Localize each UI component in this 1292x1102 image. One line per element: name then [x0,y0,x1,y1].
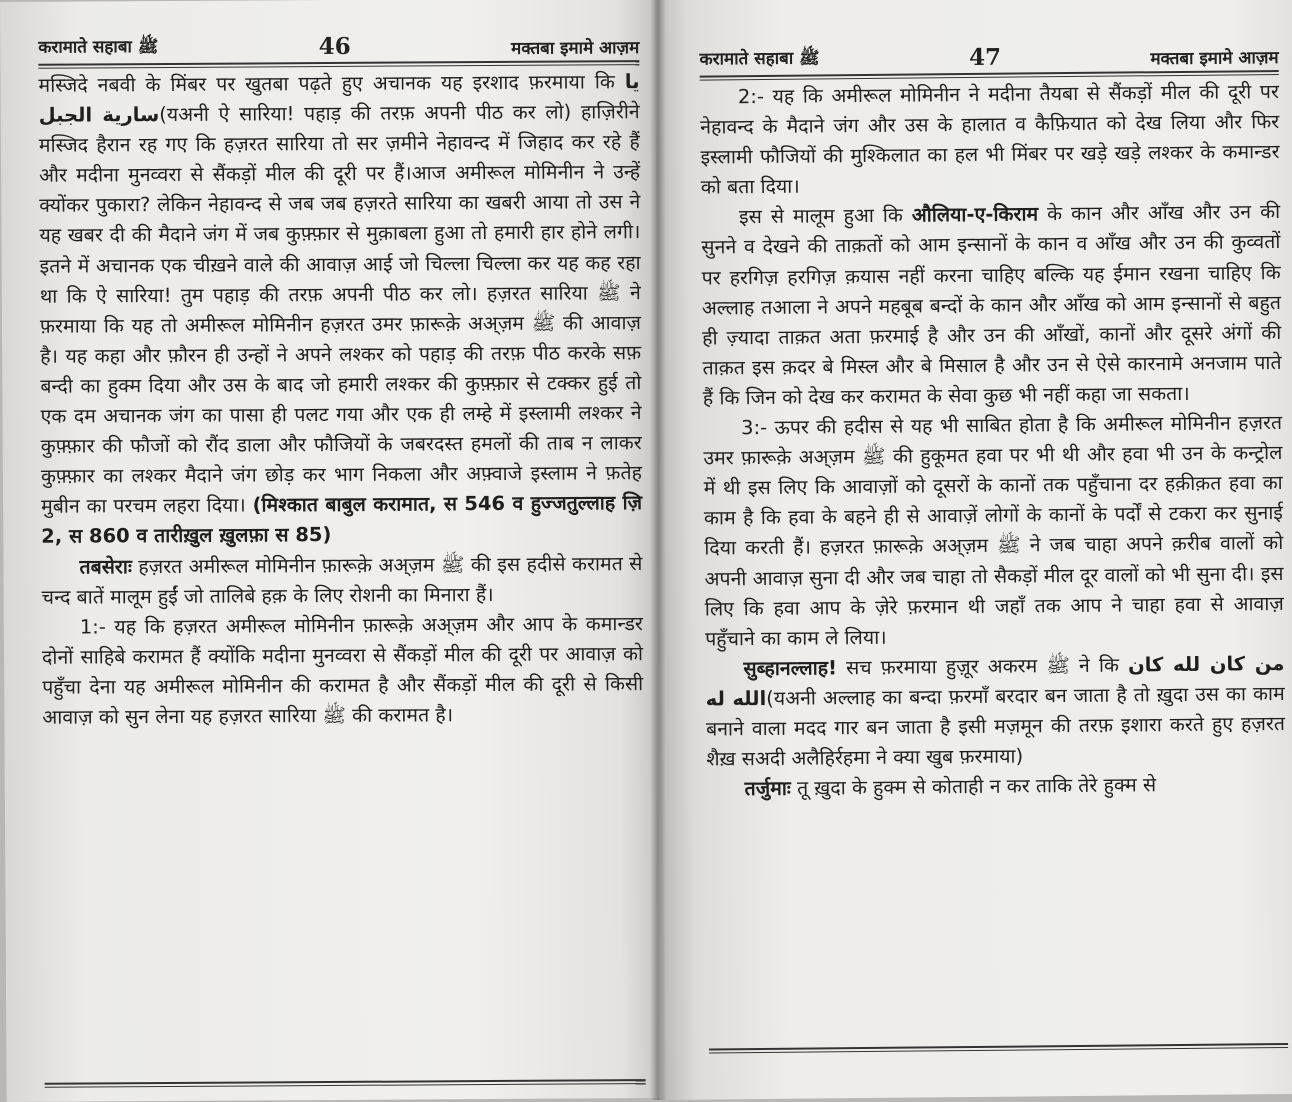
paragraph [38,67,642,552]
text-segment: 3:- ऊपर की हदीस से यह भी साबित होता है कि अमीरूल मोमिनीन हज़रत उमर फ़ारूक़े अअ्ज़म ﷺ की हुकूमत हवा पर भी थी और हवा भी उन के कन्ट्रोल में थी इस लिए कि आवाज़ों को दूसरों के कानों तक पहुँचाना दर हक़ीक़त हवा का काम है कि हवा के बहने ही से आवाज़ें लोगों के कानों के पर्दों से टकरा कर सुनाई दिया करती हैं। हज़रत फ़ारूक़े अअ्ज़म ﷺ ने जब चाहा अपने क़रीब वालों को अपनी आवाज़ सुना दी और जब चाहा तो सैकड़ों मील दूर वालों को भी सुना दी। इस लिए कि हवा आप के ज़ेरे फ़रमान थी जहाँ तक आप ने चाहा हवा से आवाज़ पहुँचाने का काम ले लिया। [703,411,1284,651]
paragraph [703,408,1284,654]
publisher-name: मक्तबा इमामे आज़म [1150,48,1279,70]
page-header [38,20,639,62]
book-title: करामाते सहाबा ﷺ [699,48,820,70]
right-page [655,0,1292,1100]
text-segment: सच फ़रमाया हुज़ूर अकरम ﷺ ने कि [836,653,1129,680]
bold-text: तबसेराः [79,554,132,579]
page-header [699,30,1278,74]
paragraph [705,649,1285,775]
footer-rule [45,1079,646,1088]
page-body [700,77,1286,805]
bold-text: औलिया-ए-किराम [911,202,1039,227]
publisher-name: मक्तबा इमामे आज़म [511,38,640,59]
text-segment: (यअनी ऐ सारिया! पहाड़ की तरफ़ अपनी पीठ कर लो) हाज़िरीने मस्जिद हैरान रह गए कि हज़रत सारिया तो सर ज़मीने नेहावन्द में जिहाद कर रहे हैं और मदीना मुनव्वरा से सैंकड़ों मील की दूरी पर हैं।आज अमीरूल मोमिनीन ने उन्हें क्योंकर पुकारा? लेकिन नेहावन्द से जब जब हज़रते सारिया का खबरी आया तो उस ने यह खबर दी की मैदाने जंग में जब कुफ़्फ़ार से मुक़ाबला हुआ तो हमारी हार होने लगी। इतने में अचानक एक चीख़ने वाले की आवाज़ आई जो चिल्ला चिल्ला कर यह कह रहा था कि ऐ सारिया! तुम पहाड़ की तरफ़ अपनी पीठ कर लो। हज़रत सारिया ﷺ ने फ़रमाया कि यह तो अमीरूल मोमिनीन हज़रत उमर फ़ारूक़े अअ्ज़म ﷺ की आवाज़ है। यह कहा और फ़ौरन ही उन्हों ने अपने लश्कर को पहाड़ की तरफ़ पीठ करके सफ़ बन्दी का हुक्म दिया और उस के बाद जो हमारी लश्कर की कुफ़्फ़ार से टक्कर हुई तो एक दम अचानक जंग का पासा ही पलट गया और एक ही लम्हे में इस्लामी लश्कर ने कुफ़्फ़ार की फौजों को रौंद डाला और फौजियों के जबरदस्त हमलों की ताब न लाकर कुफ़्फ़ार का लश्कर मैदाने जंग छोड़ कर भाग निकला और अफ़्वाजे इस्लाम ने फ़तेह मुबीन का परचम लहरा दिया। [38,100,642,519]
footer-rule [709,1043,1288,1054]
book-title: करामाते सहाबा ﷺ [38,37,159,58]
arabic-quote: يا سارية الجبل [38,70,640,127]
text-segment: मस्जिदे नबवी के मिंबर पर खुतबा पढ़ते हुए अचानक यह इरशाद फ़रमाया कि [38,70,625,97]
bold-text: (मिश्कात बाबुल करामात, स 546 व हुज्जतुल्लाह ज़ि 2, स 860 व तारीख़ुल ख़ुलफ़ा स 85) [41,491,643,549]
arabic-quote: من كان لله كان الله له [705,651,1285,711]
text-segment: 1:- यह कि हज़रत अमीरूल मोमिनीन फ़ारूक़े अअ्ज़म और आप के कमान्डर दोनों साहिबे करामत हैं क्योंकि मदीना मुनव्वरा से सैंकड़ों मील की दूरी पर आवाज़ को पहुँचा देना यह अमीरूल मोमिनीन की करामत है और सैंकड़ों मील की दूरी से किसी आवाज़ को सुन लेना यह हज़रत सारिया ﷺ की करामत है। [41,611,644,729]
page-body [38,67,643,733]
text-segment: (यअनी अल्लाह का बन्दा फ़रमाँ बरदार बन जाता है तो ख़ुदा उस का काम बनाने वाला मदद गार बन जाता है इसी मज़मून की तरफ़ इशारा करते हुए हज़रत शैख़ सअदी अलैहिर्रहमा ने क्या खुब फ़रमाया) [705,681,1286,771]
paragraph [706,769,1285,805]
page-number: 47 [968,43,1002,71]
bold-text: तर्जुमाः [744,776,791,801]
paragraph [42,609,644,733]
bold-text: सुब्हानल्लाह! [743,656,838,680]
text-segment: हज़रत अमीरूल मोमिनीन फ़ारूक़े अअ्ज़म ﷺ की इस हदीसे करामत से चन्द बातें मालूम हुईं जो तालिबे हक़ के लिए रोशनी का मिनारा हैं। [41,551,643,609]
text-segment: तू ख़ुदा के हुक्म से कोताही न कर ताकि तेरे हुक्म से [790,773,1157,800]
paragraph [701,197,1282,413]
text-segment: 2:- यह कि अमीरूल मोमिनीन ने मदीना तैयबा से सैंकड़ों मील की दूरी पर नेहावन्द के मैदाने जंग और उस के हालात व कैफ़ियात को देख लिया और फिर इस्लामी फौजियों की मुश्किलात का हल भी मिंबर पर खड़े खड़े लश्कर के कमान्डर को बता दिया। [700,80,1280,199]
page-number: 46 [318,32,351,61]
paragraph [41,549,642,613]
paragraph [700,77,1280,203]
text-segment: इस से मालूम हुआ कि [738,203,912,229]
text-segment: के कान और आँख और उन की सुनने व देखने की ताक़तों को आम इन्सानों के कान व आँख और उन की कुव्वतों पर हरगिज़ हरगिज़ क़यास नहीं करना चाहिए बल्कि यह ईमान रखना चाहिए कि अल्लाह तआला ने अपने महबूब बन्दों के कान और आँख को आम इन्सानों से बहुत ही ज़्यादा ताक़त अता फ़रमाई है और उन की आँखों, कानों और दूसरे अंगों की ताक़त इस क़दर बे मिस्ल और बे मिसाल है और उन से ऐसे कारनामे अनजाम पाते हैं कि जिन को देख कर करामत के सेवा कुछ भी नहीं कहा जा सकता। [701,200,1282,410]
